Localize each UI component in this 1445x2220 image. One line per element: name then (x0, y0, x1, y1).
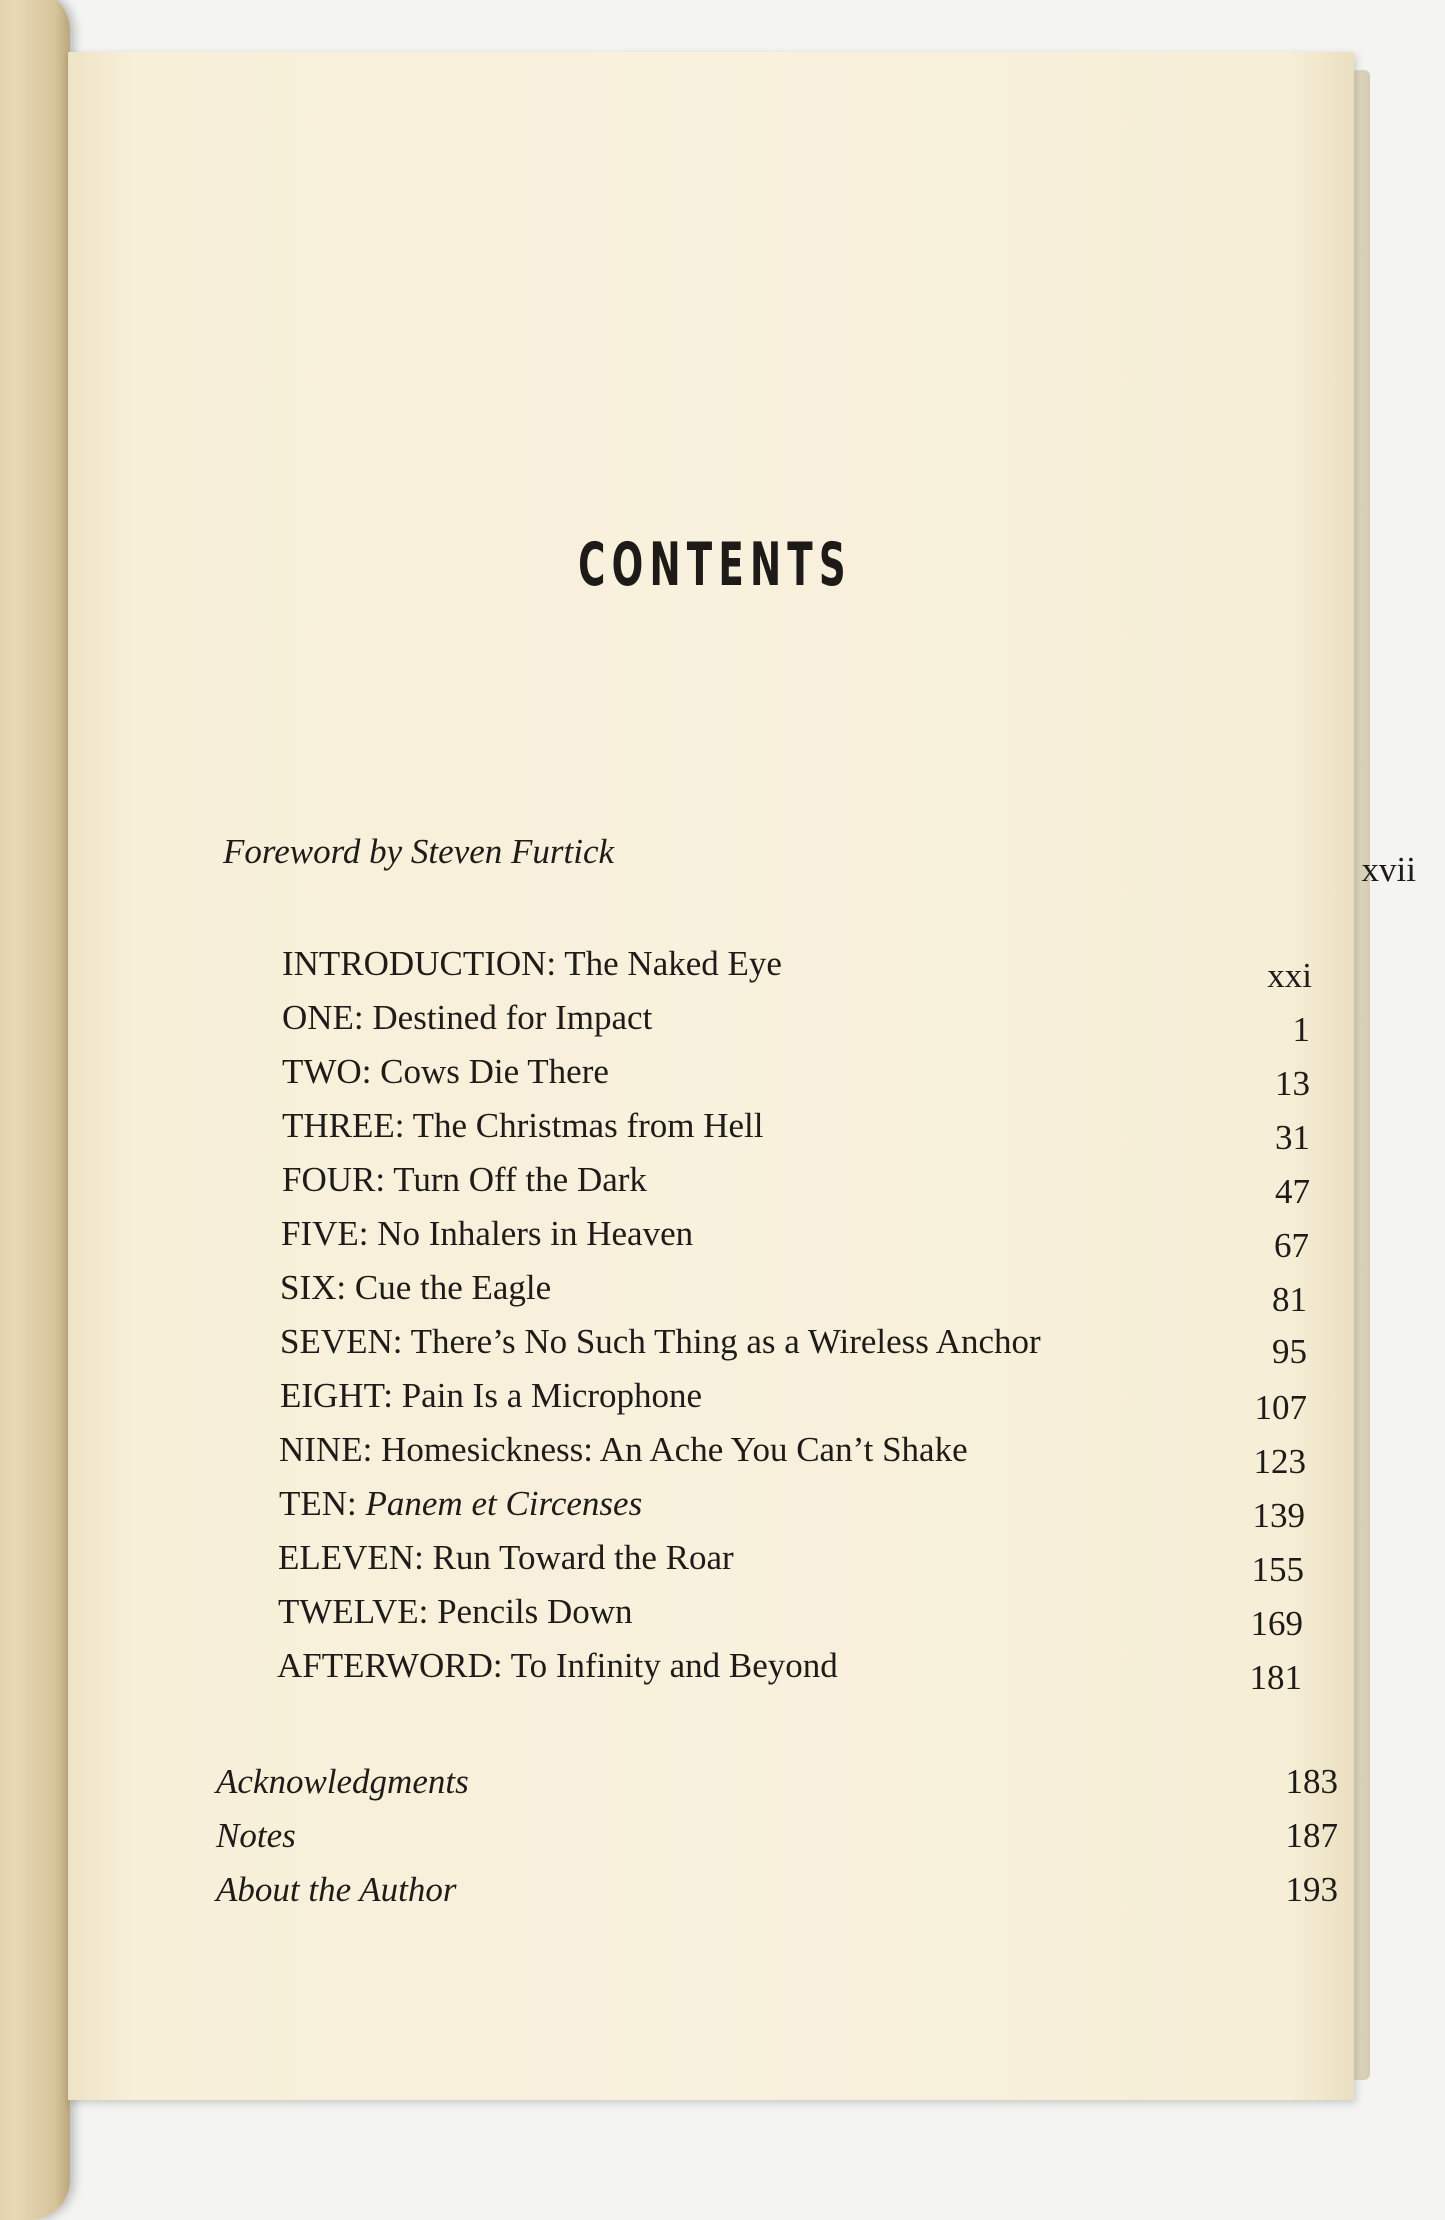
toc-page-number: 123 (1253, 1442, 1306, 1481)
toc-label: FIVE: No Inhalers in Heaven (281, 1214, 694, 1253)
toc-label: SIX: Cue the Eagle (280, 1268, 552, 1307)
toc-page-number: 31 (1275, 1118, 1310, 1157)
toc-label-italic: Panem et Circenses (365, 1484, 643, 1523)
toc-page-number: 193 (1285, 1870, 1338, 1909)
toc-page-number: 1 (1292, 1010, 1310, 1049)
toc-page-number: 181 (1249, 1658, 1302, 1697)
toc-label: THREE: The Christmas from Hell (282, 1106, 764, 1145)
toc-label-prefix: TEN: (279, 1484, 366, 1523)
toc-page-number: 107 (1254, 1388, 1307, 1427)
toc-page-number: 13 (1275, 1064, 1310, 1103)
toc-label: TWO: Cows Die There (282, 1052, 609, 1091)
toc-page-number: 155 (1251, 1550, 1304, 1589)
toc-page-number: 95 (1272, 1332, 1307, 1371)
toc-label: FOUR: Turn Off the Dark (282, 1160, 647, 1199)
toc-page-number: 81 (1272, 1280, 1307, 1319)
toc-label: Notes (216, 1816, 296, 1855)
toc-label: INTRODUCTION: The Naked Eye (282, 944, 782, 983)
toc-label: Acknowledgments (216, 1762, 469, 1801)
toc-label: AFTERWORD: To Infinity and Beyond (277, 1646, 838, 1685)
toc-label (279, 1484, 642, 1524)
toc-page-number: 67 (1274, 1226, 1309, 1265)
toc-page-number: 169 (1250, 1604, 1303, 1643)
toc-label: TWELVE: Pencils Down (278, 1592, 633, 1631)
toc-label: ONE: Destined for Impact (282, 998, 653, 1037)
toc-label: SEVEN: There’s No Such Thing as a Wireless Anchor (280, 1322, 1041, 1361)
toc-page-number: 47 (1275, 1172, 1310, 1211)
toc-label: ELEVEN: Run Toward the Roar (278, 1538, 734, 1577)
toc-page-number: xvii (1361, 850, 1416, 889)
toc-page-number: xxi (1267, 956, 1312, 995)
toc-label: NINE: Homesickness: An Ache You Can’t Shake (279, 1430, 968, 1469)
toc-label: EIGHT: Pain Is a Microphone (280, 1376, 703, 1415)
toc-page-number: 183 (1285, 1762, 1338, 1801)
previous-page-edge (0, 0, 70, 2220)
toc-label: Foreword by Steven Furtick (223, 832, 615, 871)
toc-label: About the Author (216, 1870, 457, 1909)
toc-page-number: 187 (1285, 1816, 1338, 1855)
toc-page-number: 139 (1252, 1496, 1305, 1535)
contents-heading: CONTENTS (578, 530, 852, 600)
